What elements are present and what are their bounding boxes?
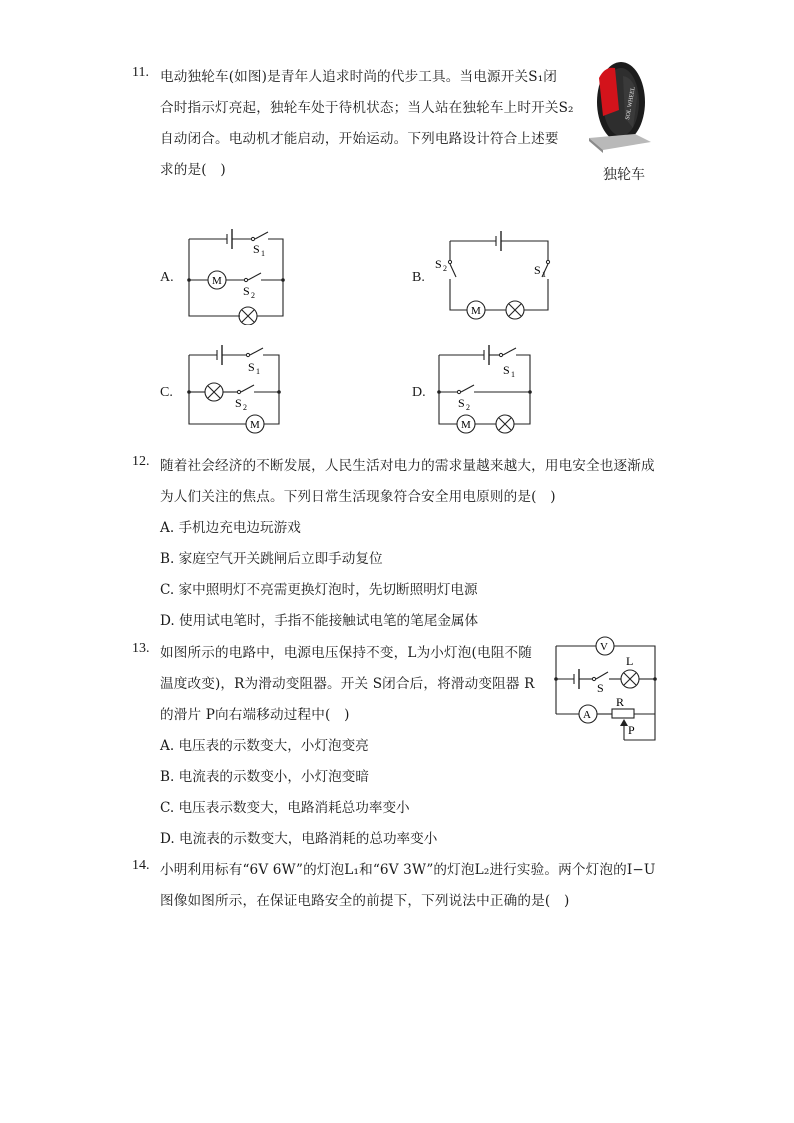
q12-number: 12. bbox=[132, 454, 150, 469]
circuit-d-s1-sub: 1 bbox=[511, 370, 515, 379]
circuit-d-s1-label: S bbox=[503, 363, 510, 377]
q13-circuit-diagram bbox=[552, 632, 662, 747]
q11-option-d-label: D. bbox=[412, 385, 426, 400]
circuit-b-diagram bbox=[432, 228, 557, 323]
q11-number: 11. bbox=[132, 65, 149, 80]
circuit-b-s1-label: S bbox=[534, 263, 541, 277]
circuit-c-diagram bbox=[180, 342, 295, 440]
circuit-d-diagram bbox=[430, 342, 545, 440]
q13-voltmeter-label: V bbox=[600, 641, 608, 653]
q13-line-2: 温度改变)，R为滑动变阻器。开关 S闭合后，将滑动变阻器 R bbox=[160, 676, 535, 692]
circuit-a-diagram bbox=[180, 225, 295, 325]
circuit-b-s2-sub: 2 bbox=[443, 264, 447, 273]
circuit-a-s1-label: S bbox=[253, 242, 260, 256]
circuit-c-s2-sub: 2 bbox=[243, 403, 247, 412]
q13-slider-label: P bbox=[628, 723, 635, 737]
q11-option-c-label: C. bbox=[160, 385, 173, 400]
q12-option-a: A. 手机边充电边玩游戏 bbox=[160, 520, 301, 536]
q11-option-b-label: B. bbox=[412, 270, 425, 285]
q12-line-1: 随着社会经济的不断发展，人民生活对电力的需求量越来越大，用电安全也逐渐成 bbox=[160, 458, 655, 474]
q14-line-2: 图像如图所示，在保证电路安全的前提下，下列说法中正确的是( ) bbox=[160, 893, 570, 909]
q12-line-2: 为人们关注的焦点。下列日常生活现象符合安全用电原则的是( ) bbox=[160, 489, 556, 505]
q13-resistor-label: R bbox=[616, 695, 625, 709]
q11-line-2: 合时指示灯亮起，独轮车处于待机状态；当人站在独轮车上时开关S₂ bbox=[160, 100, 574, 116]
q13-option-b: B. 电流表的示数变小，小灯泡变暗 bbox=[160, 769, 369, 785]
circuit-c-s1-label: S bbox=[248, 360, 255, 374]
circuit-d-s2-sub: 2 bbox=[466, 403, 470, 412]
circuit-c-motor-label: M bbox=[250, 419, 260, 431]
q12-option-b: B. 家庭空气开关跳闸后立即手动复位 bbox=[160, 551, 383, 567]
q14-line-1: 小明利用标有“6V 6W”的灯泡L₁和“6V 3W”的灯泡L₂进行实验。两个灯泡的I−U bbox=[160, 862, 656, 878]
circuit-b-motor-label: M bbox=[471, 305, 481, 317]
circuit-c-s1-sub: 1 bbox=[256, 367, 260, 376]
q13-lamp-label: L bbox=[626, 654, 634, 668]
unicycle-caption: 独轮车 bbox=[603, 167, 645, 183]
q13-number: 13. bbox=[132, 641, 150, 656]
q14-number: 14. bbox=[132, 858, 150, 873]
q13-switch-label: S bbox=[597, 681, 604, 695]
q11-line-1: 电动独轮车(如图)是青年人追求时尚的代步工具。当电源开关S₁闭 bbox=[160, 69, 558, 85]
circuit-d-motor-label: M bbox=[461, 419, 471, 431]
circuit-d-s2-label: S bbox=[458, 396, 465, 410]
q13-line-3: 的滑片 P向右端移动过程中( ) bbox=[160, 707, 350, 723]
circuit-a-motor-label: M bbox=[212, 275, 222, 287]
circuit-a-s1-sub: 1 bbox=[261, 249, 265, 258]
q13-option-d: D. 电流表的示数变大，电路消耗的总功率变小 bbox=[160, 831, 438, 847]
circuit-b-s2-label: S bbox=[435, 257, 442, 271]
q12-option-c: C. 家中照明灯不亮需更换灯泡时，先切断照明灯电源 bbox=[160, 582, 478, 598]
circuit-a-s2-sub: 2 bbox=[251, 291, 255, 300]
q11-line-3: 自动闭合。电动机才能启动，开始运动。下列电路设计符合上述要 bbox=[160, 131, 559, 147]
q12-option-d: D. 使用试电笔时，手指不能接触试电笔的笔尾金属体 bbox=[160, 613, 479, 629]
q13-line-1: 如图所示的电路中，电源电压保持不变，L为小灯泡(电阻不随 bbox=[160, 645, 532, 661]
unicycle-image bbox=[585, 58, 657, 162]
circuit-a-s2-label: S bbox=[243, 284, 250, 298]
unicycle-brand: SOL WHEEL bbox=[625, 86, 637, 121]
q13-option-a: A. 电压表的示数变大，小灯泡变亮 bbox=[160, 738, 369, 754]
q13-option-c: C. 电压表示数变大，电路消耗总功率变小 bbox=[160, 800, 410, 816]
circuit-b-s1-sub: 1 bbox=[542, 270, 546, 279]
circuit-c-s2-label: S bbox=[235, 396, 242, 410]
q11-option-a-label: A. bbox=[160, 270, 174, 285]
q13-ammeter-label: A bbox=[583, 709, 591, 721]
q11-line-4: 求的是( ) bbox=[160, 162, 226, 178]
